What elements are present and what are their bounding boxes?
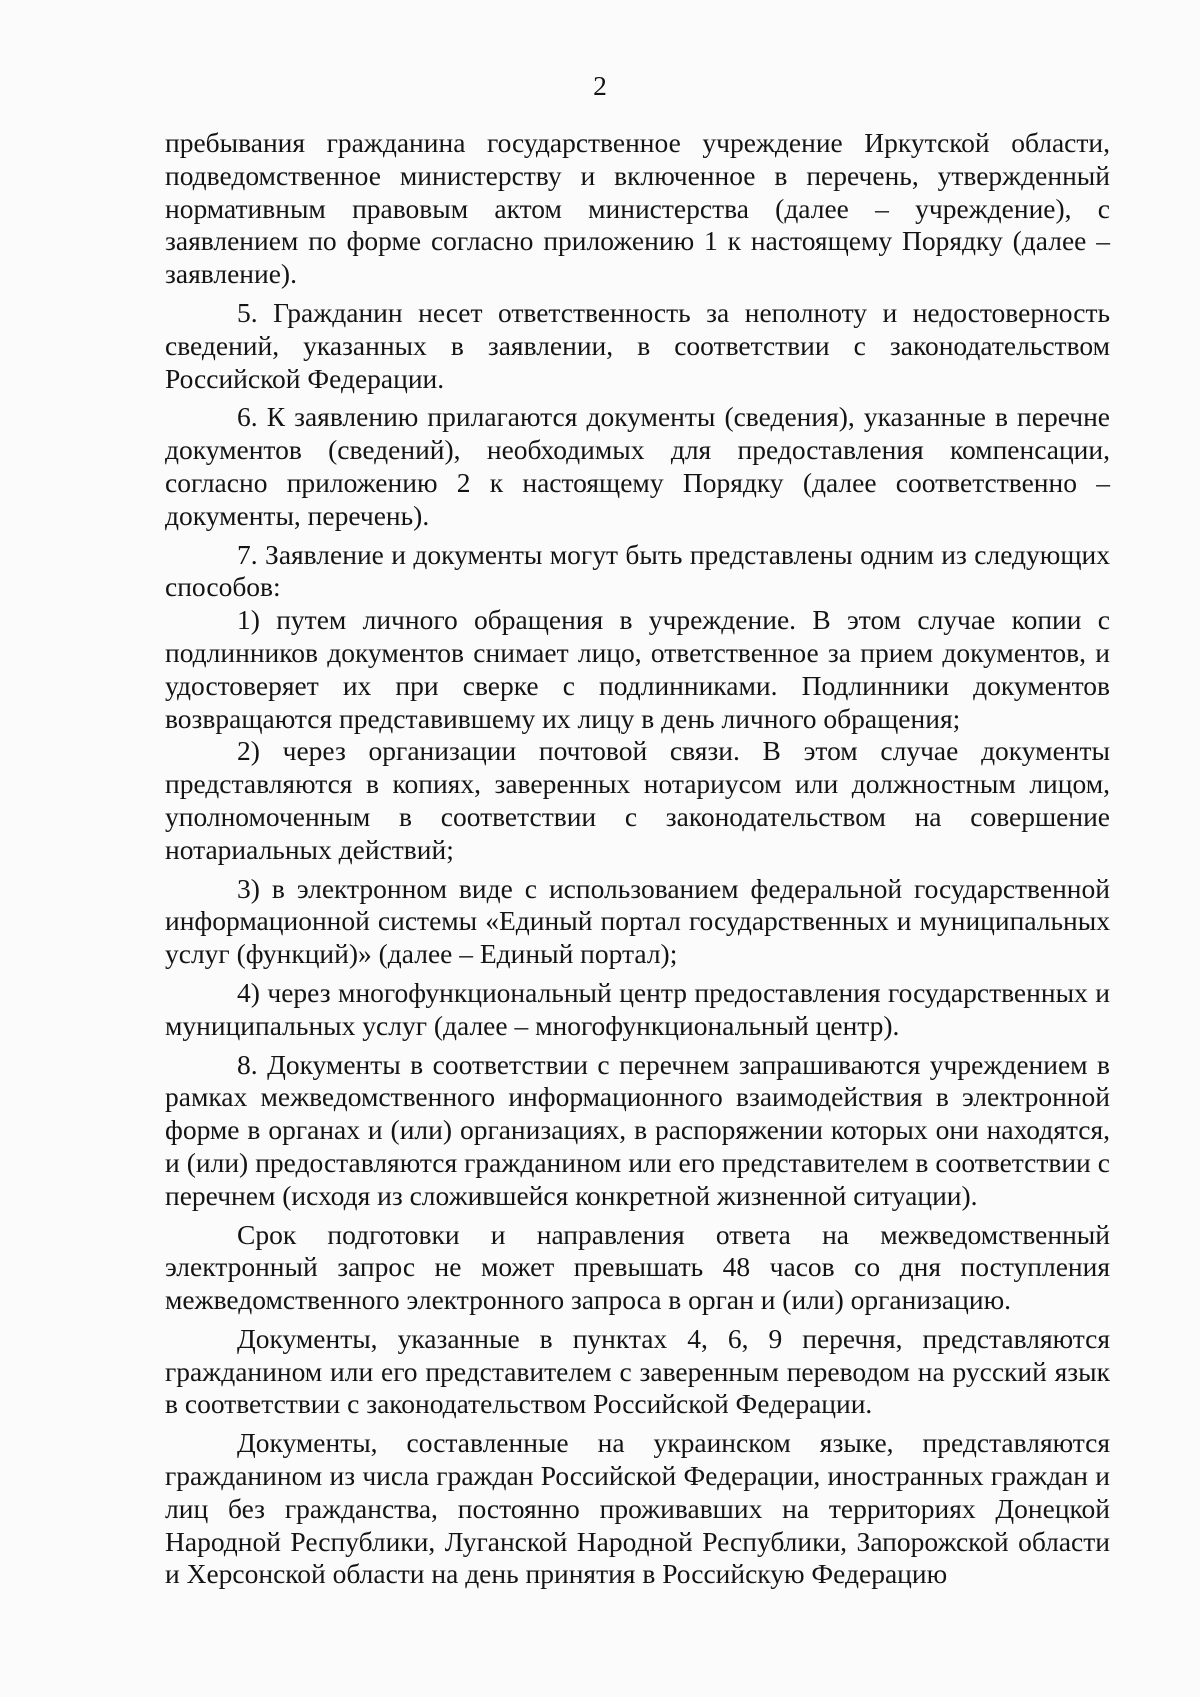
subitem-7-4: 4) через многофункциональный центр предоставления государственных и муниципальных услуг (далее – многофункциональный центр). (165, 976, 1110, 1041)
paragraph-response-deadline: Срок подготовки и направления ответа на межведомственный электронный запрос не может превышать 48 часов со дня поступления межведомственного электронного запроса в орган и (или) организацию. (165, 1218, 1110, 1316)
subitem-7-2: 2) через организации почтовой связи. В этом случае документы представляются в копиях, заверенных нотариусом или должностным лицом, уполномоченным в соответствии с законодательством на совершение нотариальных действий; (165, 735, 1110, 865)
paragraph-item-6: 6. К заявлению прилагаются документы (сведения), указанные в перечне документов (сведений), необходимых для предоставления компенсации, согласно приложению 2 к настоящему Порядку (далее соответственно – документы, перечень). (165, 401, 1110, 531)
paragraph-continuation: пребывания гражданина государственное учреждение Иркутской области, подведомственное министерству и включенное в перечень, утвержденный нормативным правовым актом министерства (далее – учреждение), с заявлением по форме согласно приложению 1 к настоящему Порядку (далее – заявление). (165, 127, 1110, 290)
paragraph-item-7: 7. Заявление и документы могут быть представлены одним из следующих способов: (165, 538, 1110, 603)
subitem-7-1: 1) путем личного обращения в учреждение. В этом случае копии с подлинников документов снимает лицо, ответственное за прием документов, и удостоверяет их при сверке с подлинниками. Подлинники документов возвращаются представившему их лицу в день личного обращения; (165, 604, 1110, 734)
paragraph-ukrainian-documents: Документы, составленные на украинском языке, представляются гражданином из числа граждан Российской Федерации, иностранных граждан и лиц без гражданства, постоянно проживавших на территориях Донецкой Народной Республики, Луганской Народной Республики, Запорожской области и Херсонской области на день принятия в Российскую Федерацию (165, 1427, 1110, 1590)
page-number: 2 (593, 70, 607, 101)
subitem-7-3: 3) в электронном виде с использованием федеральной государственной информационной системы «Единый портал государственных и муниципальных услуг (функций)» (далее – Единый портал); (165, 872, 1110, 970)
paragraph-item-8: 8. Документы в соответствии с перечнем запрашиваются учреждением в рамках межведомственного информационного взаимодействия в электронной форме в органах и (или) организациях, в распоряжении которых они находятся, и (или) предоставляются гражданином или его представителем в соответствии с перечнем (исходя из сложившейся конкретной жизненной ситуации). (165, 1048, 1110, 1211)
paragraph-item-5: 5. Гражданин несет ответственность за неполноту и недостоверность сведений, указанных в заявлении, в соответствии с законодательством Российской Федерации. (165, 296, 1110, 394)
paragraph-translation: Документы, указанные в пунктах 4, 6, 9 перечня, представляются гражданином или его представителем с заверенным переводом на русский язык в соответствии с законодательством Российской Федерации. (165, 1322, 1110, 1420)
document-body (165, 127, 1110, 1591)
